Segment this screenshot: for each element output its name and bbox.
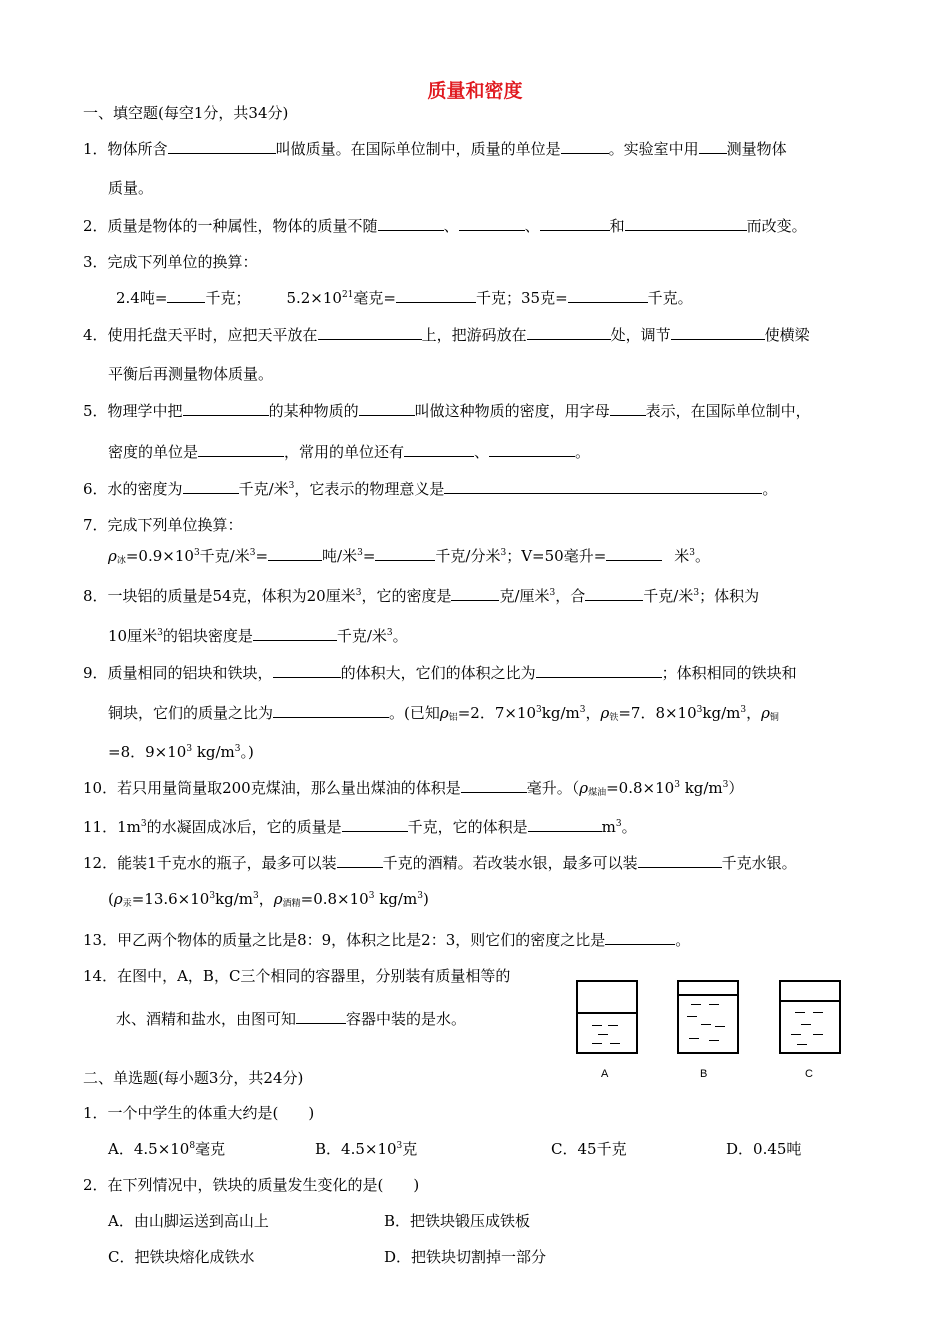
- question-12: 12．能装1千克水的瓶子，最多可以装 千克的酒精。若改装水银，最多可以装 千克水银。: [83, 854, 797, 872]
- question-5-cont: 密度的单位是 ，常用的单位还有 、 。: [108, 443, 591, 461]
- blank[interactable]: [625, 215, 747, 231]
- question-8: 8．一块铝的质量是54克，体积为20厘米$^3$，它的密度是 克/厘米$^3$，合 千克/米$^3$；体积为: [83, 587, 760, 605]
- question-10: 10．若只用量筒量取200克煤油，那么量出煤油的体积是 毫升。（$\rho_{煤油}=0.8\times 10^3$ $kg/m^3$）: [83, 779, 744, 798]
- blank[interactable]: [527, 324, 611, 340]
- question-1-cont: 质量。: [108, 179, 154, 197]
- question-4-cont: 平衡后再测量物体质量。: [108, 365, 274, 383]
- blank[interactable]: [375, 545, 435, 561]
- mc-option-d[interactable]: D．把铁块切割掉一部分: [384, 1248, 547, 1266]
- mc-option-b[interactable]: B．把铁块锻压成铁板: [384, 1212, 531, 1230]
- mc-option-b[interactable]: B．$4.5\times 10^3$克: [315, 1140, 418, 1158]
- question-12-cont: ($\rho_汞=13.6\times 10^3kg/m^3$，$\rho_{酒精}=0.8\times 10^3$ $kg/m^3$): [108, 890, 429, 909]
- question-3: 3．完成下列单位的换算：: [83, 253, 258, 271]
- section-heading-fill-in: 一、填空题(每空1分，共34分): [83, 104, 289, 122]
- blank[interactable]: [451, 585, 499, 601]
- blank[interactable]: [359, 400, 415, 416]
- question-9-cont: 铜块，它们的质量之比为 。(已知$\rho_铝=2$．$7\times 10^3kg/m^3$，$\rho_铁=7$．$8\times 10^3kg/m^3$，$\rho_铜$: [108, 704, 779, 723]
- blank[interactable]: [610, 400, 646, 416]
- blank[interactable]: [273, 662, 341, 678]
- mc-option-c[interactable]: C．45千克: [551, 1140, 627, 1158]
- page-title: 质量和密度: [427, 80, 523, 102]
- question-1: 1．物体所含 叫做质量。在国际单位制中，质量的单位是 。实验室中用 测量物体: [83, 140, 787, 158]
- blank[interactable]: [168, 138, 276, 154]
- blank[interactable]: [198, 441, 284, 457]
- blank[interactable]: [638, 852, 722, 868]
- blank[interactable]: [183, 478, 239, 494]
- question-11: 11．$1m^3$的水凝固成冰后，它的质量是 千克，它的体积是 $m^3$。: [83, 818, 637, 836]
- blank[interactable]: [585, 585, 643, 601]
- blank[interactable]: [342, 816, 408, 832]
- blank[interactable]: [378, 215, 444, 231]
- mc-question-2: 2．在下列情况中，铁块的质量发生变化的是( ): [83, 1176, 420, 1194]
- blank[interactable]: [444, 478, 762, 494]
- container-a-figure: [576, 980, 638, 1054]
- container-b-figure: [677, 980, 739, 1054]
- blank[interactable]: [183, 400, 269, 416]
- blank[interactable]: [605, 929, 675, 945]
- blank[interactable]: [606, 545, 662, 561]
- question-2: 2．质量是物体的一种属性，物体的质量不随 、 、 和 而改变。: [83, 217, 807, 235]
- container-c-figure: [779, 980, 841, 1054]
- question-13: 13．甲乙两个物体的质量之比是8：9，体积之比是2：3，则它们的密度之比是 。: [83, 931, 691, 949]
- section-heading-multiple-choice: 二、单选题(每小题3分，共24分): [83, 1069, 304, 1087]
- mc-question-1: 1．一个中学生的体重大约是( ): [83, 1104, 315, 1122]
- mc-option-a[interactable]: A．$4.5\times 10^8$毫克: [108, 1140, 226, 1158]
- label-b: B: [700, 1068, 708, 1080]
- question-14: 14．在图中，A，B，C三个相同的容器里，分别装有质量相等的: [83, 967, 511, 985]
- blank[interactable]: [396, 287, 476, 303]
- blank[interactable]: [489, 441, 575, 457]
- question-7: 7．完成下列单位换算：: [83, 516, 243, 534]
- question-7-items: $\rho_冰=0.9\times 10^3$千克/米$^3$= 吨/米$^3$= 千克/分米$^3$；V=50毫升= 米$^3$。: [108, 547, 711, 566]
- mc-option-c[interactable]: C．把铁块熔化成铁水: [108, 1248, 255, 1266]
- blank[interactable]: [461, 777, 527, 793]
- question-8-cont: 10厘米$^3$的铝块密度是 千克/米$^3$。: [108, 627, 408, 645]
- question-4: 4．使用托盘天平时，应把天平放在 上，把游码放在 处，调节 使横梁: [83, 326, 810, 344]
- label-c: C: [805, 1068, 813, 1080]
- blank[interactable]: [318, 324, 422, 340]
- blank[interactable]: [561, 138, 609, 154]
- blank[interactable]: [268, 545, 322, 561]
- mc-option-d[interactable]: D．0.45吨: [726, 1140, 802, 1158]
- blank[interactable]: [568, 287, 648, 303]
- blank[interactable]: [528, 816, 602, 832]
- blank[interactable]: [273, 702, 389, 718]
- blank[interactable]: [671, 324, 765, 340]
- blank[interactable]: [536, 662, 662, 678]
- mc-option-a[interactable]: A．由山脚运送到高山上: [108, 1212, 269, 1230]
- question-9: 9．质量相同的铝块和铁块， 的体积大，它们的体积之比为 ；体积相同的铁块和: [83, 664, 797, 682]
- question-3-items: 2.4吨= 千克； $5.2\times 10^{21}$毫克= 千克；35克= 千克。: [116, 289, 693, 307]
- blank[interactable]: [540, 215, 610, 231]
- question-5: 5．物理学中把 的某种物质的 叫做这种物质的密度，用字母 表示，在国际单位制中，: [83, 402, 811, 420]
- label-a: A: [601, 1068, 609, 1080]
- blank[interactable]: [167, 287, 205, 303]
- blank[interactable]: [699, 138, 727, 154]
- blank[interactable]: [253, 625, 337, 641]
- blank[interactable]: [337, 852, 383, 868]
- question-6: 6．水的密度为 千克/米$^3$，它表示的物理意义是 。: [83, 480, 778, 498]
- blank[interactable]: [459, 215, 525, 231]
- question-14-cont: 水、酒精和盐水，由图可知 容器中装的是水。: [116, 1010, 467, 1028]
- question-9-cont2: =8．$9\times 10^3$ $kg/m^3$。): [108, 743, 254, 761]
- blank[interactable]: [404, 441, 474, 457]
- blank[interactable]: [296, 1008, 346, 1024]
